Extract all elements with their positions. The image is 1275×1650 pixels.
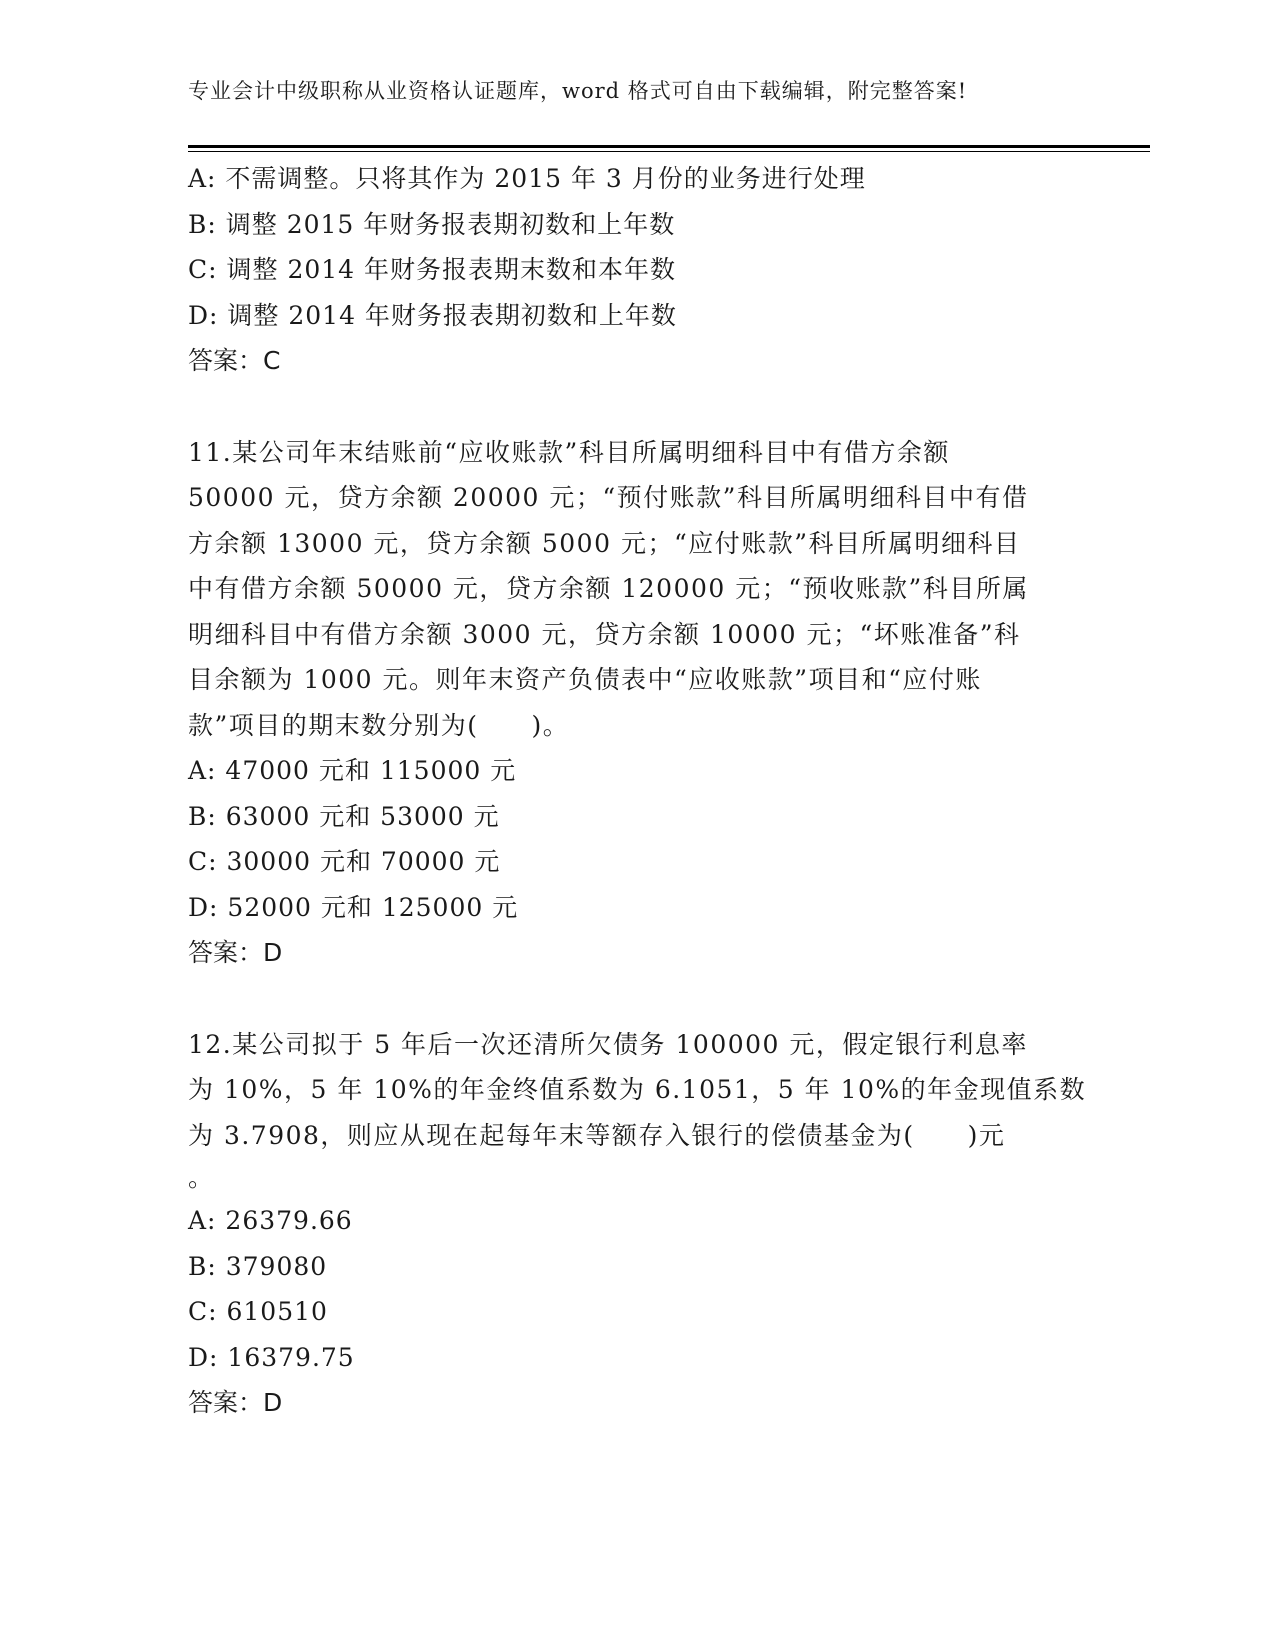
answer-line: 答案：C bbox=[188, 346, 281, 375]
option-b: B: 调整 2015 年财务报表期初数和上年数 bbox=[188, 209, 676, 239]
spacer bbox=[188, 976, 1088, 1022]
question-stem-line: 50000 元，贷方余额 20000 元；“预付账款”科目所属明细科目中有借 bbox=[188, 483, 1029, 512]
answer-line: 答案：D bbox=[188, 1388, 283, 1417]
option-a: A: 不需调整。只将其作为 2015 年 3 月份的业务进行处理 bbox=[188, 164, 866, 193]
question-stem-line: 方余额 13000 元，贷方余额 5000 元；“应付账款”科目所属明细科目 bbox=[188, 528, 1021, 558]
question-stem-line: 款”项目的期末数分别为( )。 bbox=[188, 710, 570, 740]
option-d: D: 16379.75 bbox=[188, 1342, 355, 1372]
question-stem-line: 为 3.7908，则应从现在起每年末等额存入银行的偿债基金为( )元 bbox=[188, 1120, 1006, 1150]
question-11 bbox=[188, 430, 1088, 976]
option-c: C: 30000 元和 70000 元 bbox=[188, 847, 501, 876]
question-stem-line: 11.某公司年末结账前“应收账款”科目所属明细科目中有借方余额 bbox=[188, 437, 950, 467]
question-stem-line: 中有借方余额 50000 元，贷方余额 120000 元；“预收账款”科目所属 bbox=[188, 574, 1029, 603]
question-stem-line: 12.某公司拟于 5 年后一次还清所欠债务 100000 元，假定银行利息率 bbox=[188, 1029, 1028, 1059]
question-content bbox=[188, 156, 1088, 1426]
option-a: A: 26379.66 bbox=[188, 1206, 353, 1235]
option-c: C: 调整 2014 年财务报表期末数和本年数 bbox=[188, 255, 677, 284]
option-d: D: 52000 元和 125000 元 bbox=[188, 892, 519, 922]
option-a: A: 47000 元和 115000 元 bbox=[188, 756, 517, 785]
header-rule-thick bbox=[188, 145, 1150, 148]
page-header: 专业会计中级职称从业资格认证题库，word 格式可自由下载编辑，附完整答案! bbox=[188, 79, 968, 103]
question-stem-line: 为 10%，5 年 10%的年金终值系数为 6.1051，5 年 10%的年金现值系数 bbox=[188, 1075, 1087, 1104]
answer-line: 答案：D bbox=[188, 938, 283, 967]
question-stem-line: 明细科目中有借方余额 3000 元，贷方余额 10000 元；“坏账准备”科 bbox=[188, 619, 1021, 649]
question-10 bbox=[188, 156, 1088, 384]
option-d: D: 调整 2014 年财务报表期初数和上年数 bbox=[188, 300, 677, 330]
option-b: B: 63000 元和 53000 元 bbox=[188, 801, 500, 831]
question-stem-line: 。 bbox=[188, 1163, 214, 1192]
option-b: B: 379080 bbox=[188, 1251, 328, 1281]
question-stem-line: 目余额为 1000 元。则年末资产负债表中“应收账款”项目和“应付账 bbox=[188, 665, 982, 694]
header-rule-thin bbox=[188, 151, 1150, 152]
spacer bbox=[188, 384, 1088, 430]
question-12 bbox=[188, 1022, 1088, 1426]
option-c: C: 610510 bbox=[188, 1297, 328, 1326]
